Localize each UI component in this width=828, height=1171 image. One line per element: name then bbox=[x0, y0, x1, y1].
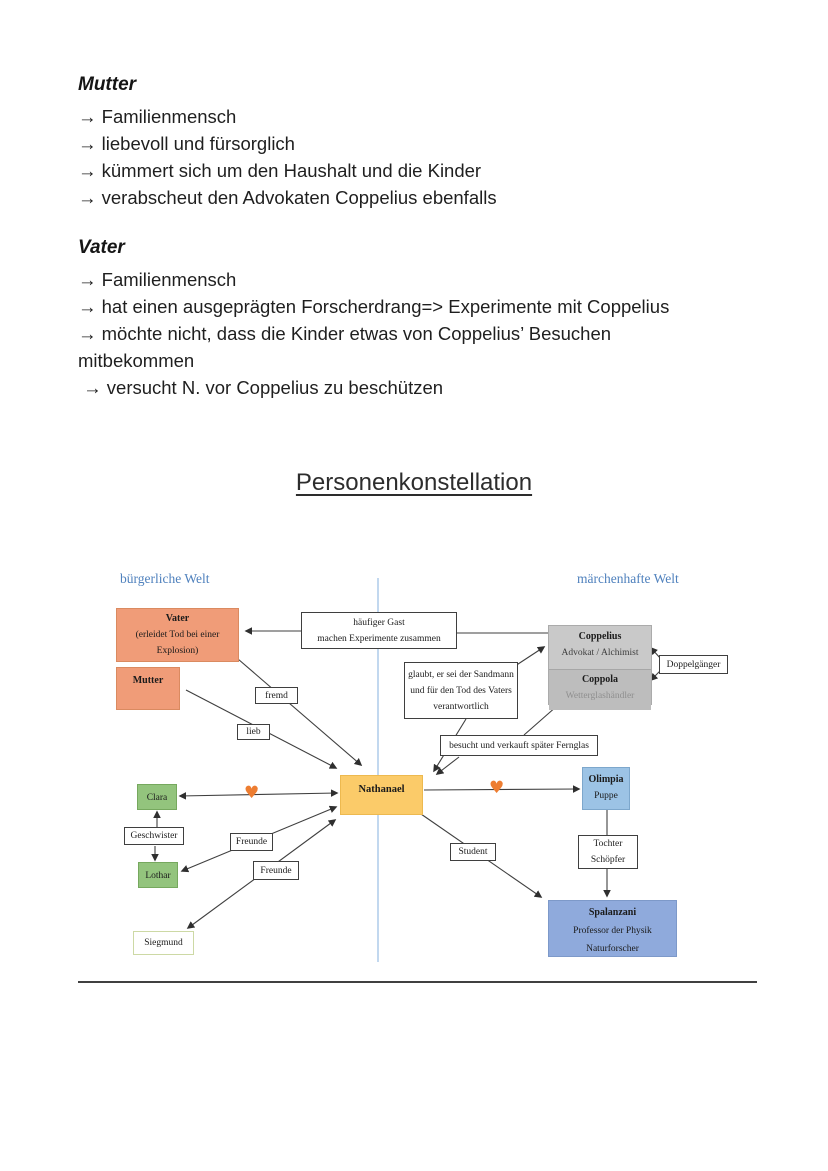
note-box-glaubt-sandmann bbox=[404, 662, 518, 719]
edge-label-haeufiger-gast bbox=[301, 612, 457, 649]
edge-label-lieb: lieb bbox=[237, 724, 270, 740]
note-item: → verabscheut den Advokaten Coppelius ebenfalls bbox=[78, 187, 497, 208]
node-nathanael bbox=[340, 775, 423, 815]
note-box-line: verantwortlich bbox=[433, 701, 489, 712]
edge-label-geschwister: Geschwister bbox=[124, 827, 184, 845]
note-item: → kümmert sich um den Haushalt und die Kinder bbox=[78, 160, 482, 181]
line-besucht-nathanael bbox=[437, 757, 459, 774]
node-coppola-role: Wetterglashändler bbox=[565, 691, 635, 701]
heading-vater: Vater bbox=[78, 237, 125, 258]
node-olimpia-name: Olimpia bbox=[588, 774, 624, 785]
edge-label-freunde-siegmund: Freunde bbox=[253, 861, 299, 880]
heading-mutter: Mutter bbox=[78, 74, 137, 95]
node-spalanzani-role: Professor der Physik bbox=[573, 926, 652, 936]
node-coppelius-coppola bbox=[548, 625, 652, 705]
edge-label-line: häufiger Gast bbox=[353, 617, 405, 628]
note-item: → möchte nicht, dass die Kinder etwas von Coppelius’ Besuchen bbox=[78, 323, 612, 344]
edge-label-freunde-lothar: Freunde bbox=[230, 833, 273, 851]
node-lothar bbox=[138, 862, 178, 888]
node-mutter-name: Mutter bbox=[132, 675, 164, 686]
edge-label-doppelgaenger: Doppelgänger bbox=[659, 655, 728, 674]
node-spalanzani-name: Spalanzani bbox=[588, 907, 637, 918]
edge-label-student: Student bbox=[450, 843, 496, 861]
edge-label-besucht-fernglas: besucht und verkauft später Fernglas bbox=[440, 735, 598, 756]
heart-icon: ♥ bbox=[489, 778, 505, 798]
edge-label-fremd: fremd bbox=[255, 687, 298, 704]
node-olimpia bbox=[582, 767, 630, 810]
note-box-line: glaubt, er sei der Sandmann bbox=[408, 669, 514, 680]
node-coppelius-name: Coppelius bbox=[578, 631, 622, 642]
note-item: → liebevoll und fürsorglich bbox=[78, 133, 295, 154]
node-spalanzani-role: Naturforscher bbox=[586, 944, 639, 954]
node-nathanael-name: Nathanael bbox=[358, 784, 405, 795]
node-coppelius-role: Advokat / Alchimist bbox=[561, 648, 639, 658]
node-mutter bbox=[116, 667, 180, 710]
node-vater-desc: (erleidet Tod bei einer bbox=[135, 630, 220, 640]
edge-label-tochter-schoepfer bbox=[578, 835, 638, 869]
node-coppelius bbox=[549, 626, 651, 669]
bottom-divider-rule bbox=[78, 981, 757, 983]
node-clara-name: Clara bbox=[146, 793, 168, 803]
note-box-line: und für den Tod des Vaters bbox=[410, 685, 512, 696]
node-vater-name: Vater bbox=[165, 613, 190, 624]
line-coppelius-besucht bbox=[524, 706, 557, 735]
note-item: → versucht N. vor Coppelius zu beschützen bbox=[78, 377, 444, 398]
node-spalanzani bbox=[548, 900, 677, 957]
note-item: → hat einen ausgeprägten Forscherdrang=> Experimente mit Coppelius bbox=[78, 296, 670, 317]
note-item: → Familienmensch bbox=[78, 106, 237, 127]
heart-icon: ♥ bbox=[244, 783, 260, 803]
node-clara bbox=[137, 784, 177, 810]
note-item: mitbekommen bbox=[78, 350, 195, 371]
edge-label-line: Tochter bbox=[593, 839, 623, 849]
node-coppola bbox=[549, 669, 651, 710]
node-siegmund: Siegmund bbox=[133, 931, 194, 955]
note-item: → Familienmensch bbox=[78, 269, 237, 290]
node-vater bbox=[116, 608, 239, 662]
page-title: Personenkonstellation bbox=[295, 469, 533, 496]
node-olimpia-role: Puppe bbox=[594, 791, 618, 801]
node-coppola-name: Coppola bbox=[581, 674, 619, 685]
node-vater-desc: Explosion) bbox=[156, 646, 199, 656]
world-label-right: märchenhafte Welt bbox=[577, 571, 679, 586]
edge-label-line: Schöpfer bbox=[590, 855, 626, 865]
edge-label-line: machen Experimente zusammen bbox=[317, 633, 441, 644]
world-label-left: bürgerliche Welt bbox=[120, 571, 210, 586]
node-lothar-name: Lothar bbox=[145, 871, 171, 881]
